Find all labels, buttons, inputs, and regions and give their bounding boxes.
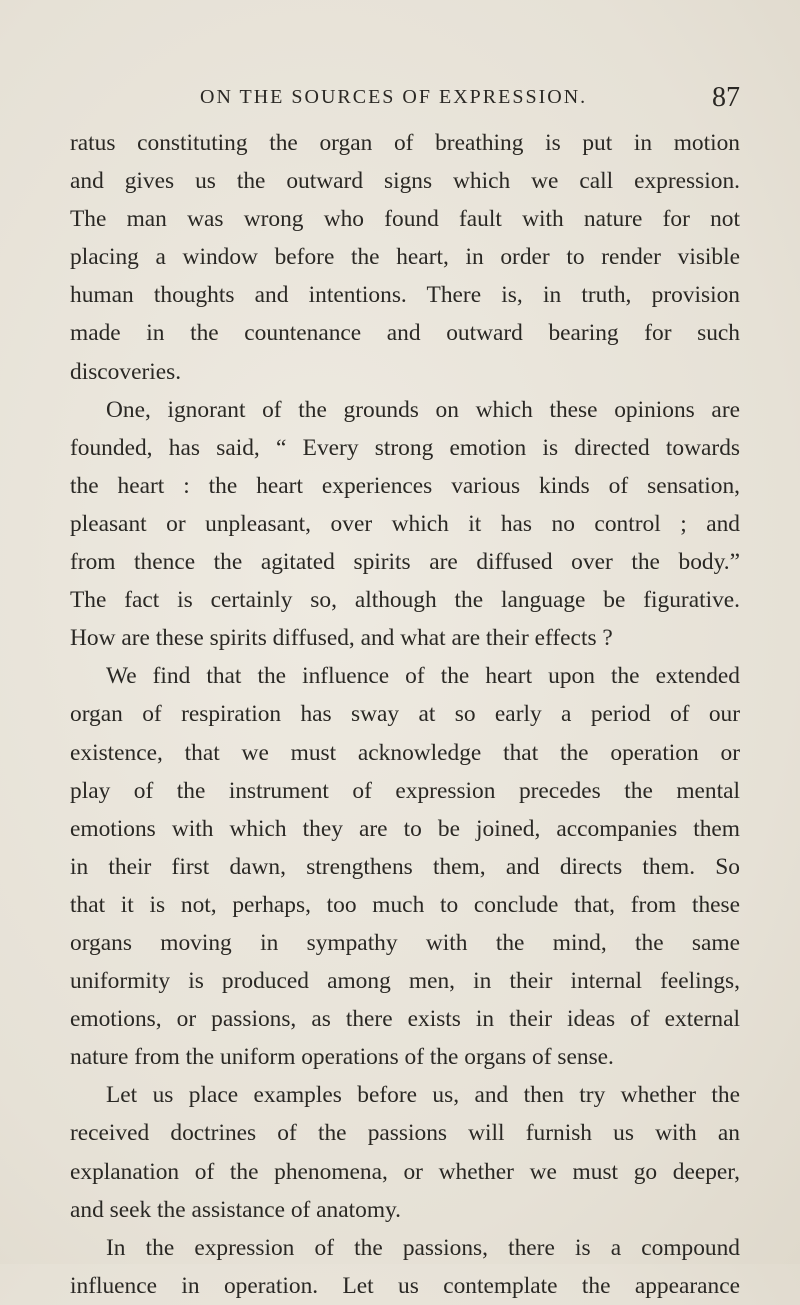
text-line: organ of respiration has sway at so early a period of our bbox=[70, 701, 740, 728]
text-line: that it is not, perhaps, too much to conclude that, from these bbox=[70, 891, 740, 918]
text-line: made in the countenance and outward bearing for such bbox=[70, 320, 740, 347]
text-line: ratus constituting the organ of breathing is put in motion bbox=[70, 130, 740, 156]
text-line: emotions with which they are to be joined, accompanies them bbox=[70, 815, 740, 842]
text-line: and seek the assistance of anatomy. bbox=[70, 1196, 402, 1223]
text-line: uniformity is produced among men, in their internal feelings, bbox=[70, 968, 740, 995]
text-line: pleasant or unpleasant, over which it has no control ; and bbox=[70, 510, 740, 537]
running-head bbox=[200, 82, 740, 116]
text-line: How are these spirits diffused, and what are their effects ? bbox=[70, 625, 613, 652]
text-line: In the expression of the passions, there is a compound bbox=[106, 1234, 740, 1261]
text-line: the heart : the heart experiences various kinds of sensation, bbox=[70, 472, 740, 499]
text-line: existence, that we must acknowledge that the operation or bbox=[70, 739, 740, 766]
text-line: organs moving in sympathy with the mind, the same bbox=[70, 929, 740, 956]
text-line: We find that the influence of the heart upon the extended bbox=[106, 663, 740, 690]
text-line: The man was wrong who found fault with nature for not bbox=[70, 206, 740, 233]
text-line: and gives us the outward signs which we call expression. bbox=[70, 168, 740, 195]
text-line: received doctrines of the passions will furnish us with an bbox=[70, 1120, 740, 1147]
page-number: 87 bbox=[712, 82, 740, 113]
text-line: nature from the uniform operations of the organs of sense. bbox=[70, 1044, 614, 1071]
text-line: emotions, or passions, as there exists in their ideas of external bbox=[70, 1006, 740, 1033]
text-line: Let us place examples before us, and then try whether the bbox=[106, 1082, 740, 1109]
text-line: The fact is certainly so, although the language be figurative. bbox=[70, 587, 740, 614]
text-line: explanation of the phenomena, or whether we must go deeper, bbox=[70, 1158, 740, 1185]
text-line: play of the instrument of expression precedes the mental bbox=[70, 777, 740, 804]
text-line: One, ignorant of the grounds on which these opinions are bbox=[106, 396, 740, 423]
running-title: ON THE SOURCES OF EXPRESSION. bbox=[200, 86, 588, 108]
text-line: human thoughts and intentions. There is, in truth, provision bbox=[70, 282, 740, 309]
text-line: from thence the agitated spirits are diffused over the body.” bbox=[70, 549, 740, 576]
text-line: placing a window before the heart, in order to render visible bbox=[70, 244, 740, 271]
text-line: influence in operation. Let us contemplate the appearance bbox=[70, 1272, 740, 1299]
text-line: discoveries. bbox=[70, 358, 182, 385]
body-text bbox=[70, 124, 740, 1305]
text-line: founded, has said, “ Every strong emotion is directed towards bbox=[70, 434, 740, 461]
text-line: in their first dawn, strengthens them, and directs them. So bbox=[70, 853, 740, 880]
